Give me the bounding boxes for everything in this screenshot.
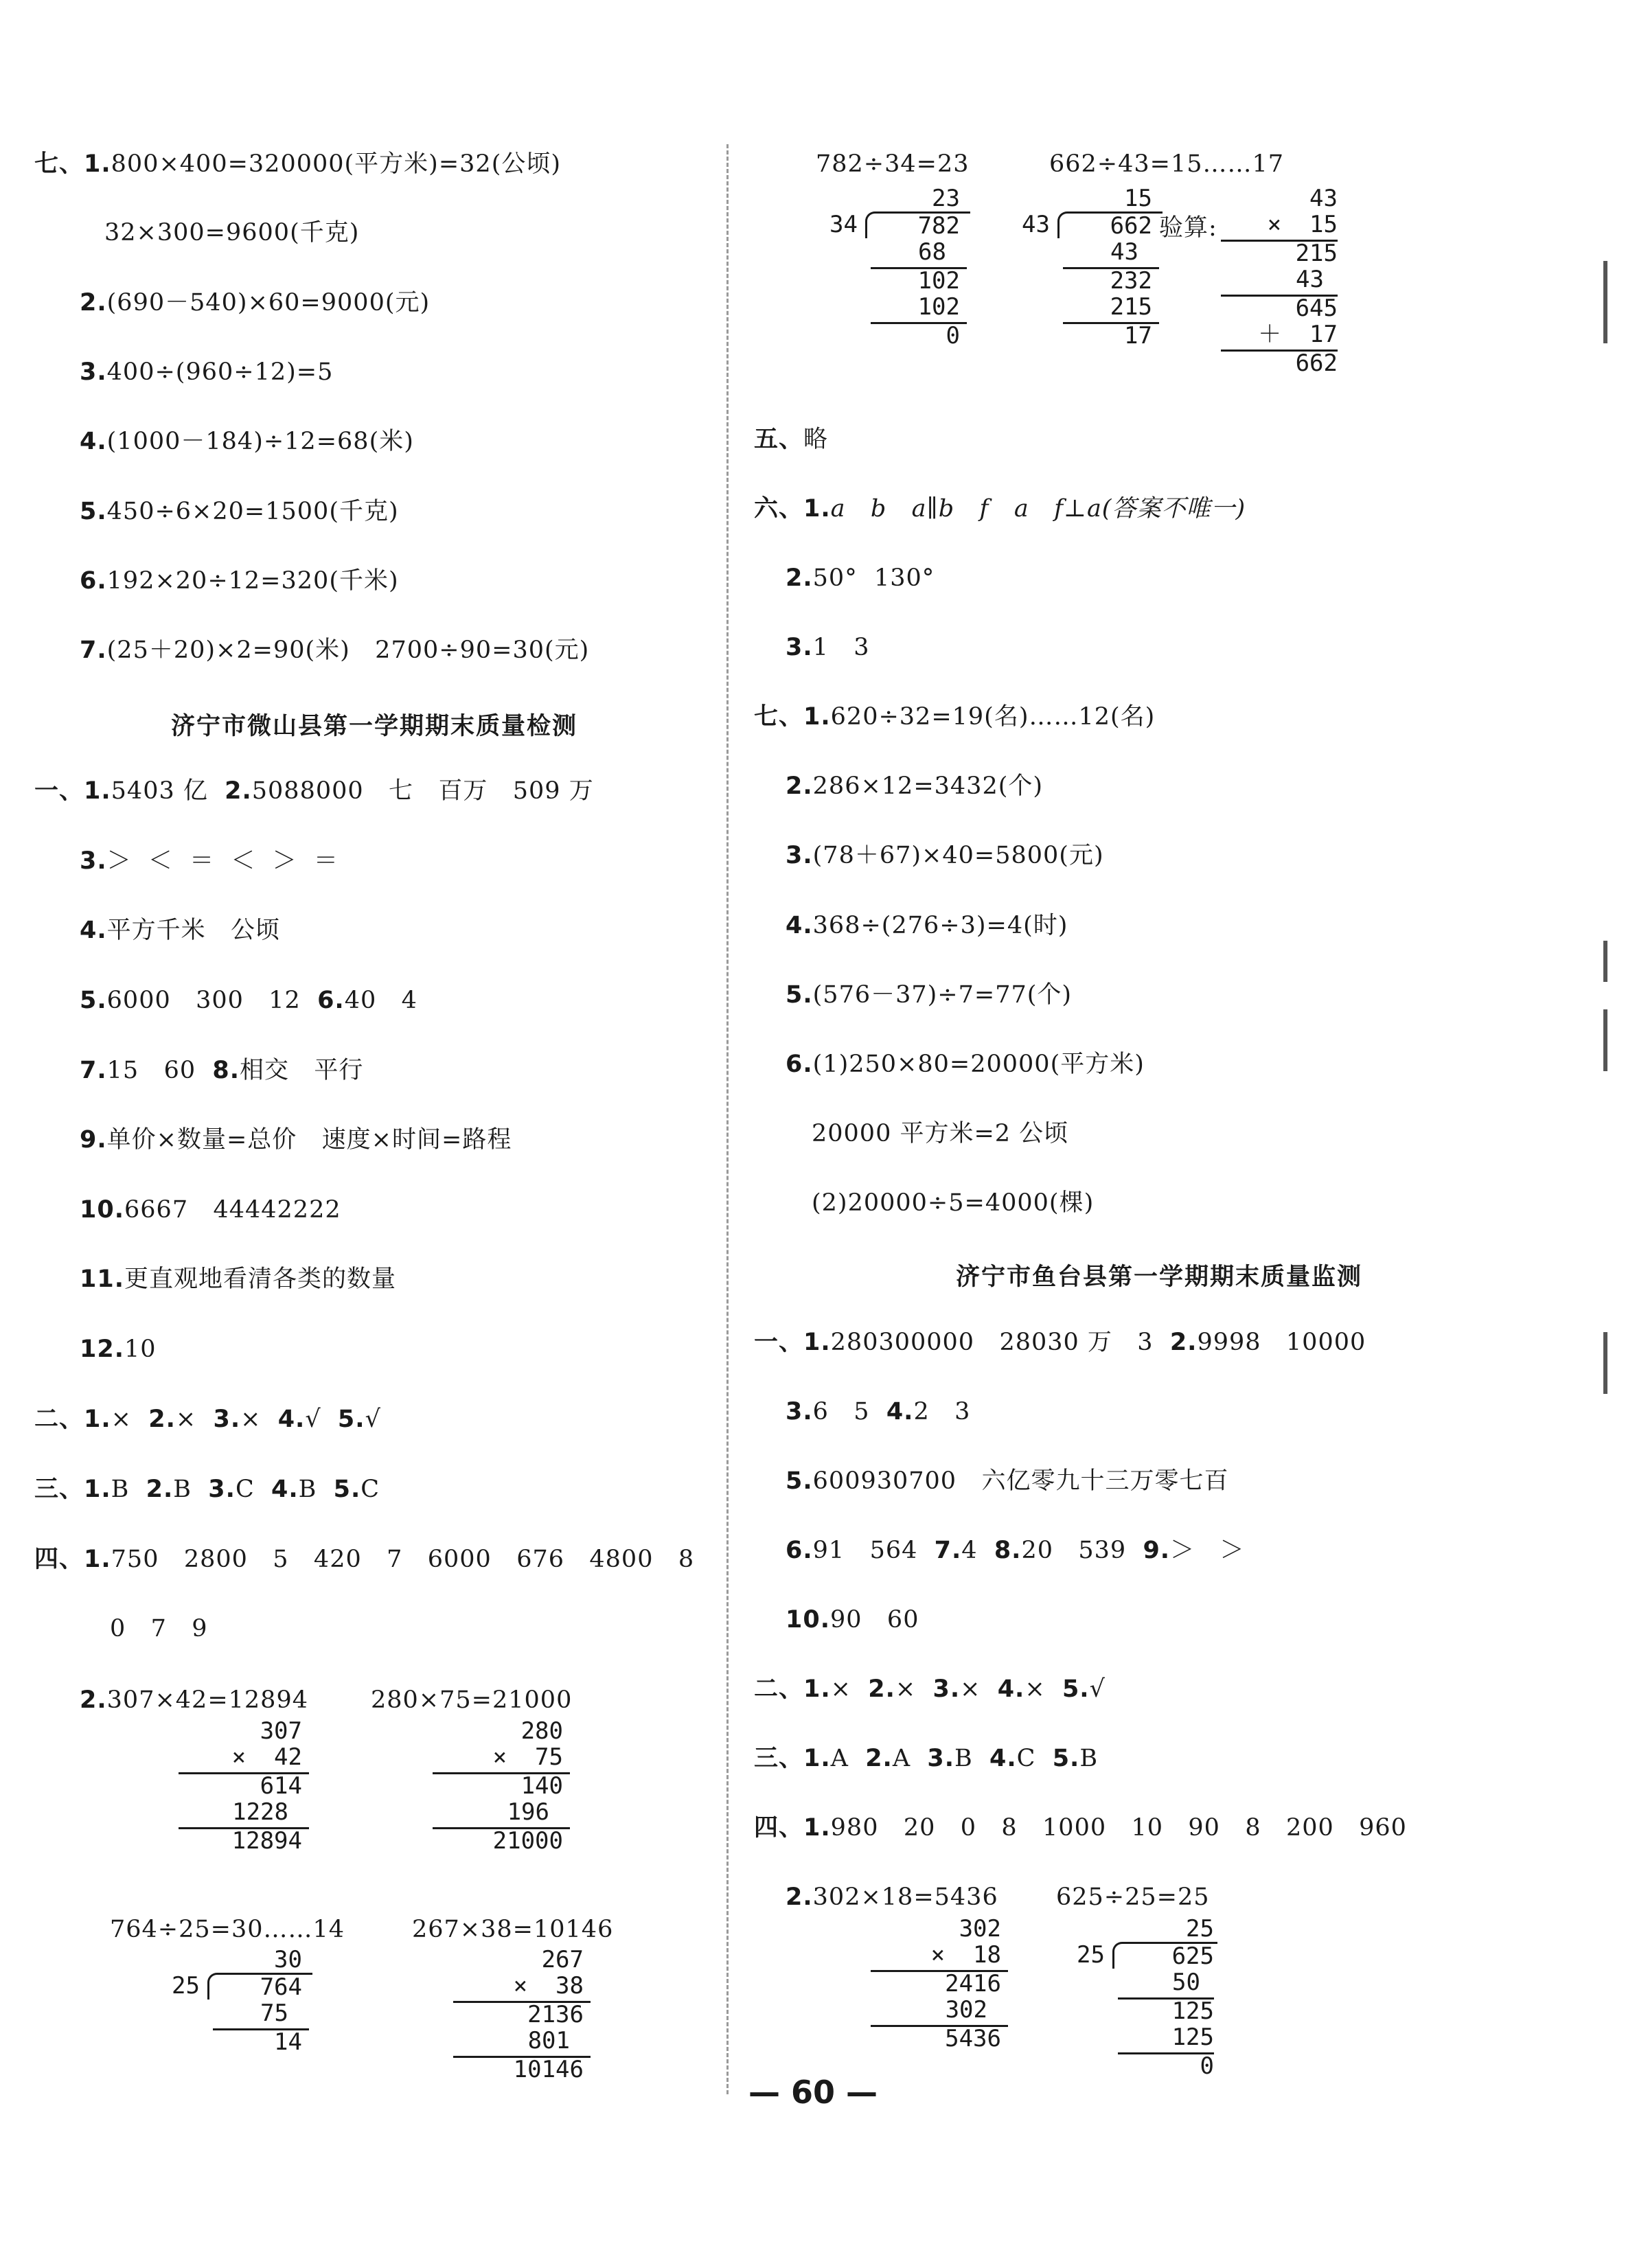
calc-quotient: 25 — [1186, 1915, 1214, 1943]
calc-row: ＋ 17 — [1258, 321, 1338, 348]
answer-line: 5.(576－37)÷7=77(个) — [786, 981, 1073, 1009]
calc-row: 307 — [260, 1717, 302, 1745]
answer-line: 4.平方千米 公顷 — [80, 917, 281, 944]
answer-line: 4.368÷(276÷3)=4(时) — [786, 912, 1068, 939]
answer-line: 2.50° 130° — [786, 564, 935, 592]
calc-row: × 75 — [492, 1743, 563, 1771]
calc-row: 801 — [527, 2027, 570, 2054]
calc-row: 232 — [1110, 267, 1152, 295]
calc-row: 0 — [946, 322, 960, 350]
calc-quotient: 15 — [1124, 185, 1152, 212]
answer-line: 6.(1)250×80=20000(平方米) — [786, 1051, 1145, 1078]
scan-edge-mark — [1603, 1009, 1607, 1071]
vertical-multiplication — [426, 1718, 584, 1862]
answer-line: 三、1.A 2.A 3.B 4.C 5.B — [754, 1745, 1099, 1772]
calc-row: 43 — [1110, 238, 1138, 266]
calc-row: 43 — [1309, 185, 1338, 212]
calc-row: 215 — [1110, 293, 1152, 321]
answer-line: 六、1.a b a∥b f a f⊥a(答案不唯一) — [754, 495, 1246, 523]
answer-line: 7.15 60 8.相交 平行 — [80, 1057, 364, 1084]
calc-row: 0 — [1200, 2052, 1214, 2080]
answer-line: 6.91 564 7.4 8.20 539 9.＞ ＞ — [786, 1537, 1245, 1564]
calc-row: 10146 — [513, 2056, 584, 2083]
vertical-multiplication — [864, 1916, 1022, 2060]
calc-row: 2416 — [945, 1970, 1001, 1997]
calc-row: 280 — [520, 1717, 563, 1745]
answer-line: 5.6000 300 12 6.40 4 — [80, 987, 417, 1014]
calc-quotient: 30 — [274, 1946, 302, 1973]
calc-row: 43 — [1296, 266, 1324, 293]
calc-row: 302 — [945, 1996, 987, 2024]
verify-label: 验算: — [1159, 214, 1217, 242]
calc-row: × 15 — [1267, 211, 1338, 238]
answer-line: 5.450÷6×20=1500(千克) — [80, 498, 399, 525]
vertical-multiplication — [172, 1718, 323, 1862]
calc-row: 645 — [1295, 295, 1338, 322]
answer-line: 6.192×20÷12=320(千米) — [80, 567, 399, 595]
answer-line: 七、1.800×400=320000(平方米)=32(公顷) — [34, 150, 562, 178]
calc-row: 12894 — [231, 1827, 302, 1855]
answer-line: 一、1.5403 亿 2.5088000 七 百万 509 万 — [34, 777, 594, 805]
calc-row: × 38 — [513, 1972, 584, 2000]
calc-dividend: 782 — [917, 212, 960, 240]
calc-divisor: 25 — [1077, 1941, 1105, 1969]
answer-line: 2.302×18=5436 — [786, 1883, 998, 1911]
answer-line: (2)20000÷5=4000(棵) — [812, 1189, 1095, 1217]
answer-line: 2.307×42=12894 — [80, 1686, 308, 1714]
answer-line: 20000 平方米=2 公顷 — [812, 1120, 1069, 1147]
calc-divisor: 34 — [829, 211, 858, 238]
calc-dividend: 625 — [1171, 1943, 1214, 1970]
answer-line: 3.(78＋67)×40=5800(元) — [786, 842, 1104, 869]
long-division — [1077, 1916, 1235, 2081]
long-division — [829, 185, 981, 350]
long-division — [1022, 185, 1173, 350]
calc-row: 662 — [1295, 350, 1338, 377]
answer-line: 3.＞ ＜ ＝ ＜ ＞ ＝ — [80, 847, 339, 875]
answer-line: 2.286×12=3432(个) — [786, 772, 1044, 800]
answer-line: 二、1.× 2.× 3.× 4.√ 5.√ — [34, 1406, 381, 1433]
calc-row: 5436 — [945, 2025, 1001, 2052]
calc-row: 14 — [274, 2028, 302, 2056]
column-divider — [726, 144, 729, 2094]
calc-row: 17 — [1124, 322, 1152, 350]
answer-line: 七、1.620÷32=19(名)……12(名) — [754, 703, 1156, 731]
calc-quotient: 23 — [932, 185, 960, 212]
scan-edge-mark — [1603, 941, 1607, 982]
long-division — [172, 1947, 323, 2063]
calc-row: 68 — [918, 238, 946, 266]
answer-line: 9.单价×数量=总价 速度×时间=路程 — [80, 1126, 512, 1154]
calc-row: 267 — [541, 1946, 584, 1973]
calc-dividend: 764 — [260, 1973, 302, 2001]
calc-row: 75 — [260, 2000, 288, 2027]
answer-line: 3.1 3 — [786, 634, 870, 661]
answer-line: 10.90 60 — [786, 1606, 919, 1634]
answer-line: 4.(1000－184)÷12=68(米) — [80, 428, 414, 455]
calc-row: 102 — [917, 293, 960, 321]
calc-row: 102 — [917, 267, 960, 295]
calc-row: 2136 — [527, 2001, 584, 2028]
answer-line: 7.(25＋20)×2=90(米) 2700÷90=30(元) — [80, 637, 590, 664]
calc-row: × 42 — [231, 1743, 302, 1771]
answer-line: 11.更直观地看清各类的数量 — [80, 1265, 397, 1293]
calc-row: 125 — [1171, 1997, 1214, 2025]
calc-row: 140 — [520, 1772, 563, 1800]
vertical-multiplication — [446, 1947, 604, 2091]
answer-line: 280×75=21000 — [371, 1686, 573, 1714]
scan-edge-mark — [1603, 1332, 1607, 1394]
answer-line: 3.400÷(960÷12)=5 — [80, 358, 334, 386]
answer-line: 10.6667 44442222 — [80, 1196, 341, 1224]
answer-line: 12.10 — [80, 1336, 157, 1363]
calc-divisor: 25 — [172, 1972, 200, 2000]
calc-divisor: 43 — [1022, 211, 1050, 238]
answer-line: 2.(690－540)×60=9000(元) — [80, 289, 431, 317]
page-number: — 60 — — [748, 2074, 878, 2111]
calc-row: 50 — [1172, 1969, 1200, 1996]
answer-line: 782÷34=23 — [816, 150, 970, 178]
answer-line: 764÷25=30……14 — [110, 1916, 345, 1943]
answer-line: 五、略 — [754, 426, 829, 453]
section-title: 济宁市鱼台县第一学期期末质量监测 — [955, 1263, 1362, 1291]
calc-row: 125 — [1171, 2024, 1214, 2051]
calc-row: 614 — [260, 1772, 302, 1800]
calc-row: 215 — [1295, 240, 1338, 267]
answer-line: 3.6 5 4.2 3 — [786, 1398, 971, 1425]
answer-line: 625÷25=25 — [1056, 1883, 1210, 1911]
calc-row: 1228 — [232, 1798, 288, 1826]
answer-line: 32×300=9600(千克) — [104, 219, 360, 247]
answer-line: 三、1.B 2.B 3.C 4.B 5.C — [34, 1476, 380, 1503]
calc-row: 21000 — [492, 1827, 563, 1855]
calc-row: 302 — [959, 1915, 1001, 1943]
answer-line: 二、1.× 2.× 3.× 4.× 5.√ — [754, 1675, 1106, 1703]
answer-line: 四、1.750 2800 5 420 7 6000 676 4800 8 — [34, 1546, 695, 1573]
section-title: 济宁市微山县第一学期期末质量检测 — [170, 713, 577, 740]
verification-calc — [1207, 185, 1358, 391]
answer-line: 四、1.980 20 0 8 1000 10 90 8 200 960 — [754, 1814, 1407, 1842]
scan-edge-mark — [1603, 261, 1607, 343]
calc-dividend: 662 — [1110, 212, 1152, 240]
answer-line: 267×38=10146 — [412, 1916, 614, 1943]
calc-row: 196 — [507, 1798, 549, 1826]
answer-line: 662÷43=15……17 — [1049, 150, 1285, 178]
calc-row: × 18 — [930, 1941, 1001, 1969]
answer-line: 一、1.280300000 28030 万 3 2.9998 10000 — [754, 1329, 1366, 1356]
answer-line: 0 7 9 — [110, 1615, 208, 1642]
answer-line: 5.600930700 六亿零九十三万零七百 — [786, 1467, 1229, 1495]
